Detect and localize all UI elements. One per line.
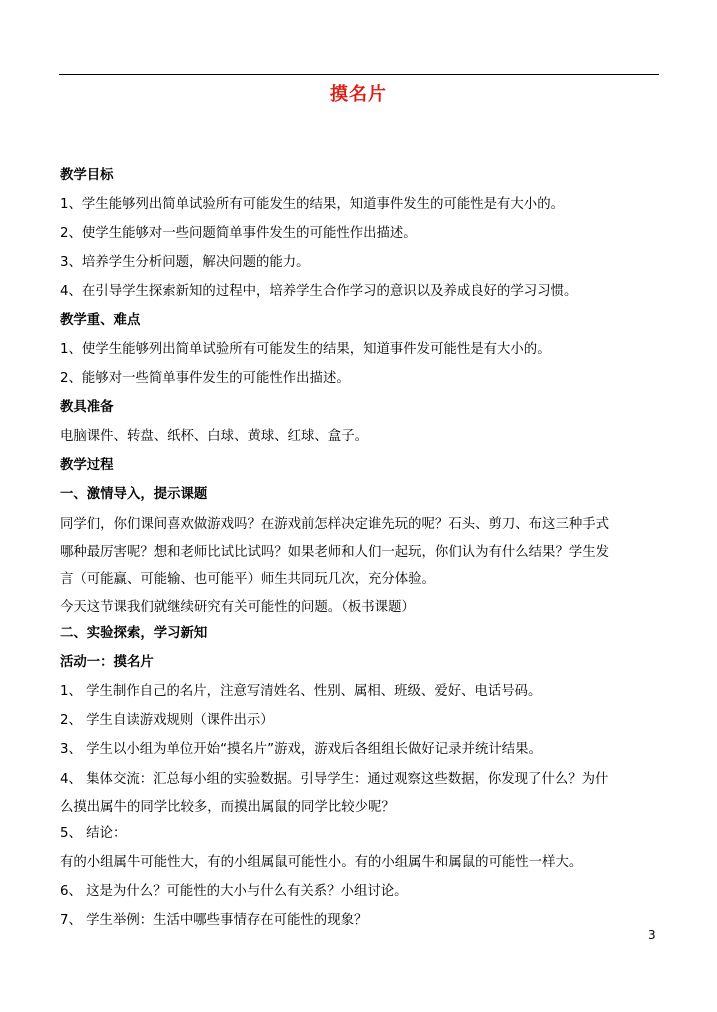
paragraph-line: 么摸出属牛的同学比较多，而摸出属鼠的同学比较少呢？ [60, 799, 395, 815]
document-body [60, 163, 660, 937]
activity1-heading: 活动一：摸名片 [60, 655, 154, 670]
key-heading: 教学重、难点 [60, 313, 141, 328]
paragraph-line: 同学们，你们课间喜欢做游戏吗？在游戏前怎样决定谁先玩的呢？石头、剪刀、布这三种手式 [60, 517, 610, 532]
part1-heading: 一、激情导入，提示课题 [60, 487, 208, 502]
header-rule [59, 74, 659, 75]
goals-heading: 教学目标 [60, 168, 114, 183]
page-title: 摸名片 [330, 84, 387, 105]
part1-paragraph [60, 511, 660, 621]
tools-list: 电脑课件、转盘、纸杯、白球、黄球、红球、盒子。 [60, 429, 368, 444]
step-item: 1、 学生制作自己的名片，注意写清姓名、性别、属相、班级、爱好、电话号码。 [60, 684, 542, 699]
step4-paragraph [60, 766, 660, 821]
step-item: 2、 学生自读游戏规则（课件出示） [60, 713, 274, 728]
page-number: 3 [648, 928, 656, 942]
paragraph-line: 言（可能赢、可能输、也可能平）师生共同玩几次，充分体验。 [60, 572, 435, 587]
step-item: 3、 学生以小组为单位开始“摸名片”游戏，游戏后各组组长做好记录并统计结果。 [60, 742, 542, 757]
tools-heading: 教具准备 [60, 400, 114, 415]
step-item: 5、 结论： [60, 826, 127, 841]
paragraph-line: 今天这节课我们就继续研究有关可能性的问题。（板书课题） [60, 599, 415, 615]
goal-item: 2、使学生能够对一些问题简单事件发生的可能性作出描述。 [60, 226, 417, 241]
goal-item: 1、学生能够列出简单试验所有可能发生的结果，知道事件发生的可能性是有大小的。 [60, 197, 564, 212]
key-item: 1、使学生能够列出简单试验所有可能发生的结果，知道事件发可能性是有大小的。 [60, 342, 551, 357]
part2-heading: 二、实验探索，学习新知 [60, 626, 208, 641]
process-heading: 教学过程 [60, 458, 114, 473]
goal-item: 3、培养学生分析问题，解决问题的能力。 [60, 255, 310, 270]
step-item: 6、 这是为什么？可能性的大小与什么有关系？小组讨论。 [60, 884, 408, 899]
step-item: 7、 学生举例：生活中哪些事情存在可能性的现象？ [60, 913, 368, 928]
conclusion-text: 有的小组属牛可能性大，有的小组属鼠可能性小。有的小组属牛和属鼠的可能性一样大。 [60, 855, 583, 870]
key-item: 2、能够对一些简单事件发生的可能性作出描述。 [60, 371, 350, 386]
paragraph-line: 哪种最厉害呢？想和老师比试比试吗？如果老师和人们一起玩，你们认为有什么结果？学生发 [60, 544, 610, 560]
goal-item: 4、在引导学生探索新知的过程中，培养学生合作学习的意识以及养成良好的学习习惯。 [60, 284, 578, 299]
paragraph-line: 4、 集体交流：汇总每小组的实验数据。引导学生：通过观察这些数据，你发现了什么？为什 [60, 772, 609, 787]
